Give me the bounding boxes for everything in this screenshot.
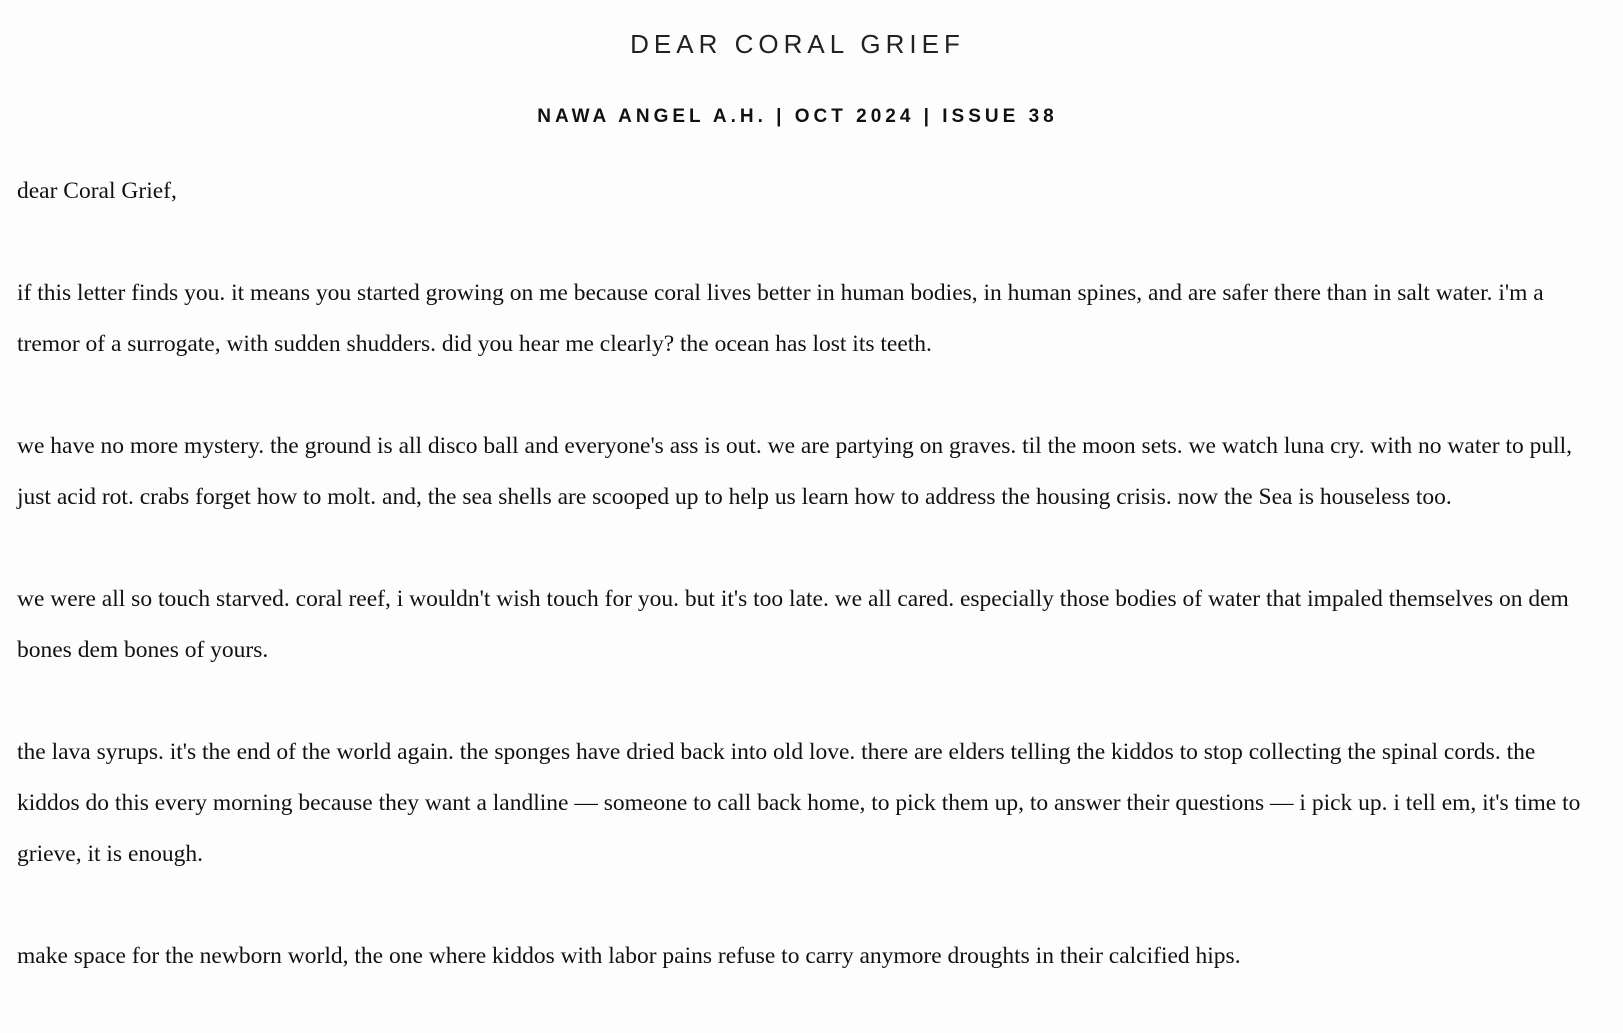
letter-paragraph: the lava syrups. it's the end of the world again. the sponges have dried back into old love. there are elders telling the kiddos to stop collecting the spinal cords. the kiddos do this every morning because they want a landline — someone to call back home, to pick them up, to answer their questions — i pick up. i tell em, it's time to grieve, it is enough.: [17, 739, 1581, 867]
letter-body: [17, 166, 1592, 1033]
letter-paragraph: make space for the newborn world, the one where kiddos with labor pains refuse to carry anymore droughts in their calcified hips.: [17, 943, 1241, 969]
page-title: DEAR CORAL GRIEF: [630, 29, 965, 59]
letter-paragraph: we were all so touch starved. coral reef, i wouldn't wish touch for you. but it's too late. we all cared. especially those bodies of water that impaled themselves on dem bones dem bones of yours.: [17, 586, 1569, 663]
letter-salutation: dear Coral Grief,: [17, 178, 177, 204]
byline: NAWA ANGEL A.H. | OCT 2024 | ISSUE 38: [537, 106, 1058, 127]
letter-paragraph: if this letter finds you. it means you started growing on me because coral lives better in human bodies, in human spines, and are safer there than in salt water. i'm a tremor of a surrogate, with sudden shudders. did you hear me clearly? the ocean has lost its teeth.: [17, 280, 1544, 357]
letter-paragraph: we have no more mystery. the ground is all disco ball and everyone's ass is out. we are partying on graves. til the moon sets. we watch luna cry. with no water to pull, just acid rot. crabs forget how to molt. and, the sea shells are scooped up to help us learn how to address the housing crisis. now the Sea is houseless too.: [17, 433, 1573, 510]
